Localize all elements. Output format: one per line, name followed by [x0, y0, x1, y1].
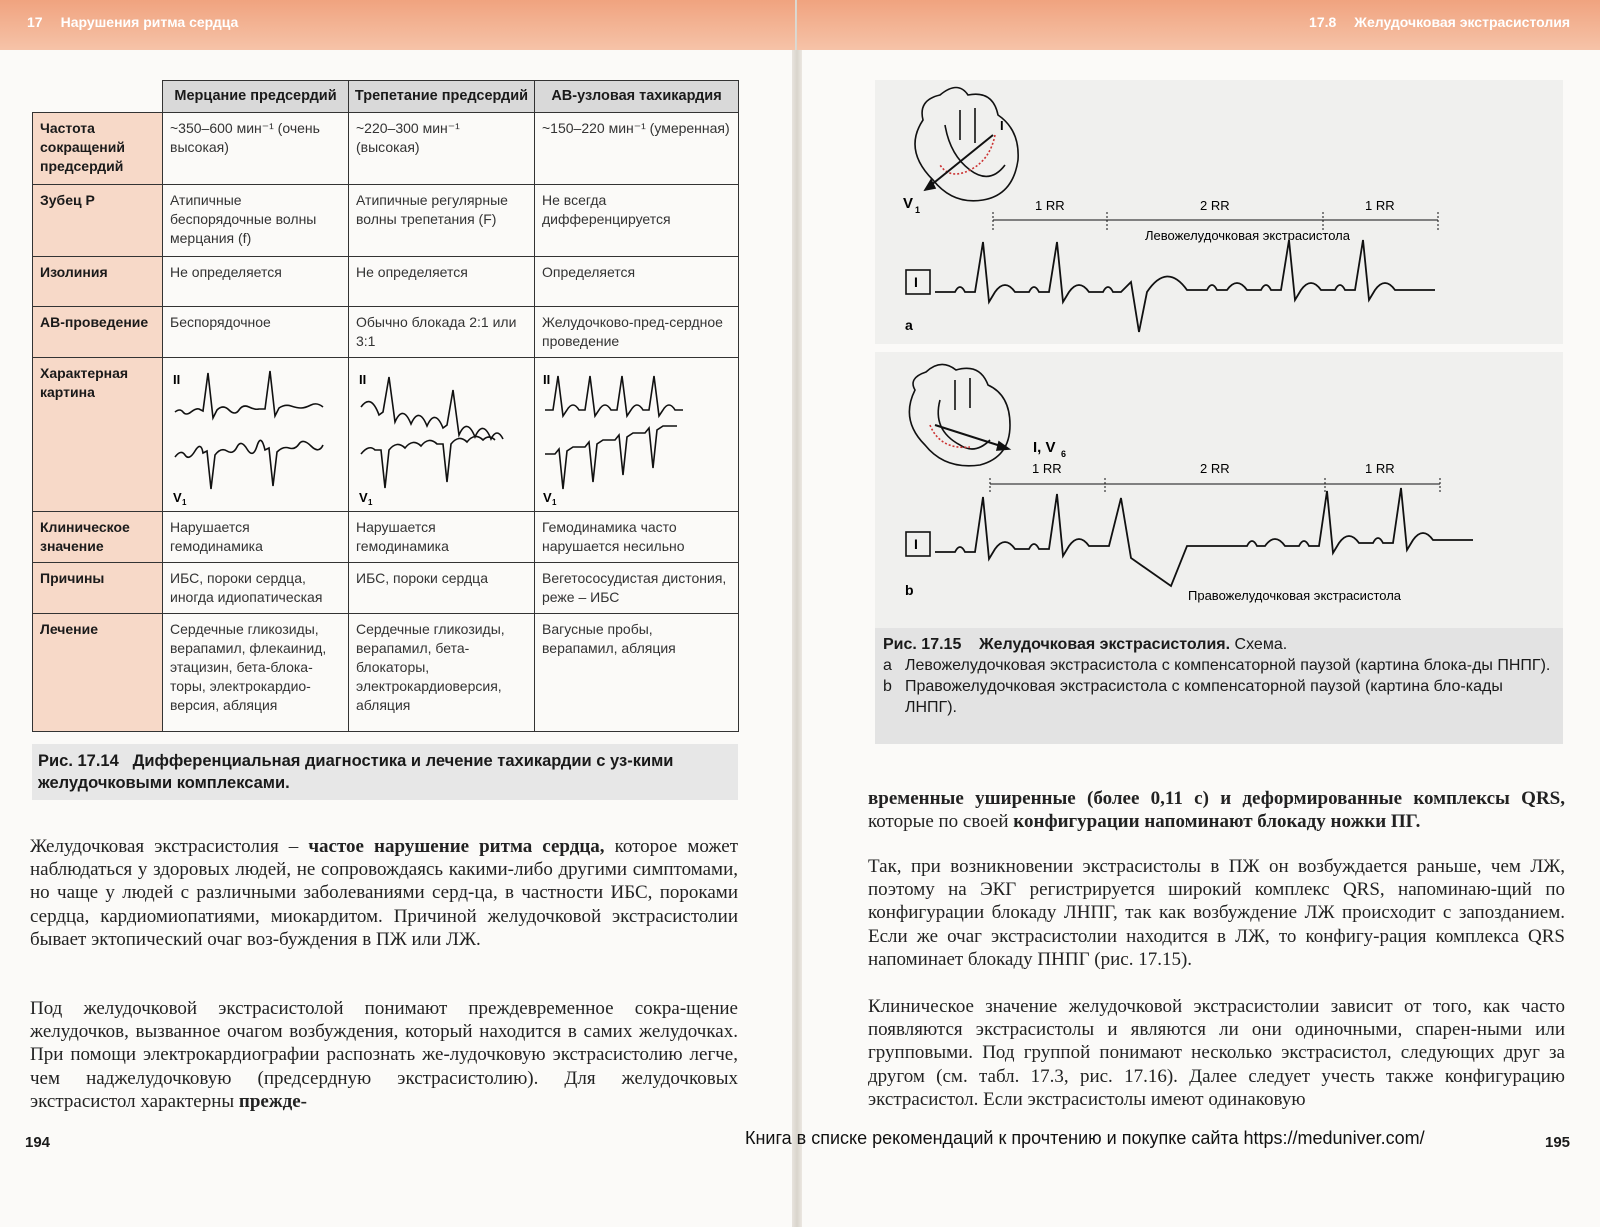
lead-box-label: I: [914, 274, 918, 290]
ecg-afib-drawing: [165, 362, 345, 507]
lead-label-top: II: [543, 372, 551, 387]
rr-label: 1 RR: [1032, 461, 1062, 476]
ecg-trace-lead-ii: [361, 377, 503, 439]
ecg-cell-aflutter: [349, 358, 535, 512]
figure-title: Желудочковая экстрасистолия.: [979, 636, 1231, 653]
extrasystole-annotation: Левожелудочковая экстрасистола: [1145, 228, 1350, 243]
chapter-number: 17: [27, 14, 43, 30]
panel-label: a: [905, 317, 913, 333]
ecg-trace-lead-v1: [175, 440, 323, 489]
text-run-bold: временные уширенные (более 0,11 с) и деформированные комплексы QRS,: [868, 788, 1565, 809]
ecg-cell-avnrt: [535, 358, 739, 512]
text-run: которое может наблюдаться у здоровых людей, не сопровождаясь какими-либо другими симптомами, но чаще у людей с различными заболеваниями серд-ца, в частности ИБС, пороками сердца, кардиомиопатиями, миокардитом. Причиной желудочковой экстрасистолии бывает эктопический очаг воз-буждения в ПЖ или ЛЖ.: [30, 836, 738, 950]
figure-label: Рис. 17.14: [38, 752, 119, 770]
row-header: Лечение: [33, 614, 163, 732]
table-row: [33, 614, 739, 732]
text-run: которые по своей: [868, 811, 1014, 833]
heart-diagram-a: [915, 88, 1018, 201]
rr-markers-b: [990, 478, 1440, 494]
lead-label-top: II: [173, 372, 181, 387]
lead-label-subscript: 1: [368, 498, 373, 507]
row-header: Клиническое значение: [33, 512, 163, 563]
text-run: Под желудочковой экстрасистолой понимают преждевременное сокра-щение желудочков, вызванное очагом возбуждения, который находится в самих желудочках. При помощи электрокардиографии распознать же-лудочковую экстрасистолию легче, чем наджелудочковую (предсердную экстрасистолию). Для желудочковых экстрасистол характерны: [30, 998, 738, 1112]
text-run: Желудочковая экстрасистолия –: [30, 836, 309, 857]
lead-label-bottom: V: [543, 490, 552, 505]
row-header: Характерная картина: [33, 358, 163, 512]
table-cell: Желудочково-пред-сердное проведение: [535, 307, 739, 358]
table-row: [33, 563, 739, 614]
rr-label: 1 RR: [1365, 198, 1395, 213]
table-row: [33, 307, 739, 358]
column-header: АВ-узловая тахикардия: [535, 81, 739, 113]
right-paragraph-2: Клиническое значение желудочковой экстрасистолии зависит от того, как часто появляются экстрасистолы и являются ли они одиночными, спарен-ными или групповыми. Под группой понимают несколько экстрасистол, следующих друг за другом (см. табл. 17.3, рис. 17.16). Далее следует учесть также конфигурацию экстрасистол. Если экстрасистолы имеют одинаковую: [868, 996, 1565, 1110]
table-row: [33, 512, 739, 563]
rr-label: 2 RR: [1200, 198, 1230, 213]
lead-vector-label: I, V: [1033, 439, 1056, 456]
table-cell: Гемодинамика часто нарушается несильно: [535, 512, 739, 563]
lead-vector-subscript: 1: [915, 205, 921, 215]
table-cell: Сердечные гликозиды, верапамил, флекаинид, этацизин, бета-блока-торы, электрокардио-версия, абляция: [163, 614, 349, 732]
figure-17-14-caption: [32, 744, 738, 800]
left-paragraph-2: [30, 997, 738, 1113]
table-cell: Вегетососудистая дистония, реже – ИБС: [535, 563, 739, 614]
text-run-bold: конфигурации напоминают блокаду ножки ПГ.: [1013, 811, 1421, 833]
lead-vector-label: V: [903, 195, 914, 212]
left-running-header: [0, 0, 795, 50]
book-gutter: [792, 0, 802, 1227]
section-title: Желудочковая экстрасистолия: [1354, 14, 1570, 30]
table-cell: Не определяется: [163, 257, 349, 307]
table-cell: Не определяется: [349, 257, 535, 307]
ecg-row: [33, 358, 739, 512]
table-cell: ИБС, пороки сердца: [349, 563, 535, 614]
comparison-table: [32, 80, 739, 732]
ecg-trace-lead-v1: [545, 426, 677, 489]
figure-17-15-drawing: [875, 80, 1563, 628]
row-header: Причины: [33, 563, 163, 614]
lead-label-top: II: [359, 372, 367, 387]
table-row: [33, 257, 739, 307]
lead-box: [906, 270, 930, 294]
table-cell: Обычно блокада 2:1 или 3:1: [349, 307, 535, 358]
table-cell: Атипичные регулярные волны трепетания (F): [349, 185, 535, 257]
table-corner: [33, 81, 163, 113]
section-number: 17.8: [1309, 14, 1337, 30]
right-running-header: [797, 0, 1600, 50]
lead-box: [906, 532, 930, 556]
caption-item-b: [883, 676, 1555, 718]
text-run-bold: частое нарушение ритма сердца,: [308, 836, 605, 857]
ecg-avnrt-drawing: [537, 362, 733, 507]
caption-item-label: a: [883, 657, 892, 674]
table-cell: Не всегда дифференцируется: [535, 185, 739, 257]
column-header: Мерцание предсердий: [163, 81, 349, 113]
lead-label-bottom: V: [173, 490, 182, 505]
table-cell: Определяется: [535, 257, 739, 307]
table-cell: Нарушается гемодинамика: [163, 512, 349, 563]
heart-label: I: [1000, 118, 1004, 133]
right-paragraph-1: Так, при возникновении экстрасистолы в ПЖ он возбуждается раньше, чем ЛЖ, поэтому на ЭКГ регистрируется широкий комплекс QRS, напоминаю-щий по конфигурации блокаду ЛНПГ, так как возбуждение ЛЖ происходит с запозданием. Если же очаг экстрасистолии находится в ЛЖ, то конфигу-рация комплекса QRS напоминает блокаду ПНПГ (рис. 17.15).: [868, 856, 1565, 970]
table-cell: Атипичные беспорядочные волны мерцания (f): [163, 185, 349, 257]
lead-label-subscript: 1: [552, 498, 557, 507]
caption-item-text: Левожелудочковая экстрасистола с компенсаторной паузой (картина блока-ды ПНПГ).: [905, 657, 1551, 674]
ecg-cell-afib: [163, 358, 349, 512]
ecg-trace-a: [935, 240, 1435, 332]
panel-label: b: [905, 582, 914, 598]
lead-label-subscript: 1: [182, 498, 187, 507]
ecg-trace-lead-ii: [545, 376, 683, 416]
figure-17-15-caption: [875, 628, 1563, 744]
table-cell: ИБС, пороки сердца, иногда идиопатическая: [163, 563, 349, 614]
table-cell: Беспорядочное: [163, 307, 349, 358]
caption-item-label: b: [883, 678, 892, 695]
rr-label: 2 RR: [1200, 461, 1230, 476]
figure-label: Рис. 17.15: [883, 636, 962, 653]
heart-diagram-b: [909, 364, 1010, 465]
text-run-bold: прежде-: [238, 1090, 308, 1112]
rr-label: 1 RR: [1365, 461, 1395, 476]
table-row: [33, 113, 739, 185]
row-header: Зубец P: [33, 185, 163, 257]
ecg-trace-lead-ii: [175, 371, 323, 418]
table-row: [33, 185, 739, 257]
column-header: Трепетание предсердий: [349, 81, 535, 113]
figure-caption-text: Дифференциальная диагностика и лечение тахикардии с уз-кими желудочковыми комплексами.: [38, 752, 674, 792]
table-cell: Сердечные гликозиды, верапамил, бета-блокаторы, электрокардиоверсия, абляция: [349, 614, 535, 732]
lead-vector-subscript: 6: [1061, 449, 1067, 459]
right-paragraph-0: [868, 787, 1565, 833]
ecg-trace-lead-v1: [361, 436, 495, 488]
table-cell: ~350–600 мин⁻¹ (очень высокая): [163, 113, 349, 185]
ecg-aflutter-drawing: [351, 362, 531, 507]
row-header: АВ-проведение: [33, 307, 163, 358]
table-cell: Вагусные пробы, верапамил, абляция: [535, 614, 739, 732]
lead-box-label: I: [914, 536, 918, 552]
caption-item-text: Правожелудочковая экстрасистола с компенсаторной паузой (картина бло-кады ЛНПГ).: [905, 678, 1503, 716]
table-cell: ~220–300 мин⁻¹ (высокая): [349, 113, 535, 185]
page-number-left: 194: [25, 1134, 51, 1151]
figure-17-15: [875, 80, 1563, 635]
page-number-right: 195: [1545, 1134, 1571, 1151]
row-header: Частота сокращений предсердий: [33, 113, 163, 185]
lead-label-bottom: V: [359, 490, 368, 505]
table-cell: Нарушается гемодинамика: [349, 512, 535, 563]
figure-subtitle: Схема.: [1230, 636, 1288, 653]
row-header: Изолиния: [33, 257, 163, 307]
caption-item-a: [883, 655, 1555, 676]
rr-label: 1 RR: [1035, 198, 1065, 213]
table-cell: ~150–220 мин⁻¹ (умеренная): [535, 113, 739, 185]
ecg-trace-b: [935, 488, 1473, 586]
site-footnote: Книга в списке рекомендаций к прочтению и покупке сайта https://meduniver.com/: [745, 1128, 1425, 1148]
chapter-title: Нарушения ритма сердца: [60, 14, 239, 30]
extrasystole-annotation: Правожелудочковая экстрасистола: [1188, 588, 1402, 603]
table-header-row: [33, 81, 739, 113]
left-paragraph-1: [30, 835, 738, 951]
